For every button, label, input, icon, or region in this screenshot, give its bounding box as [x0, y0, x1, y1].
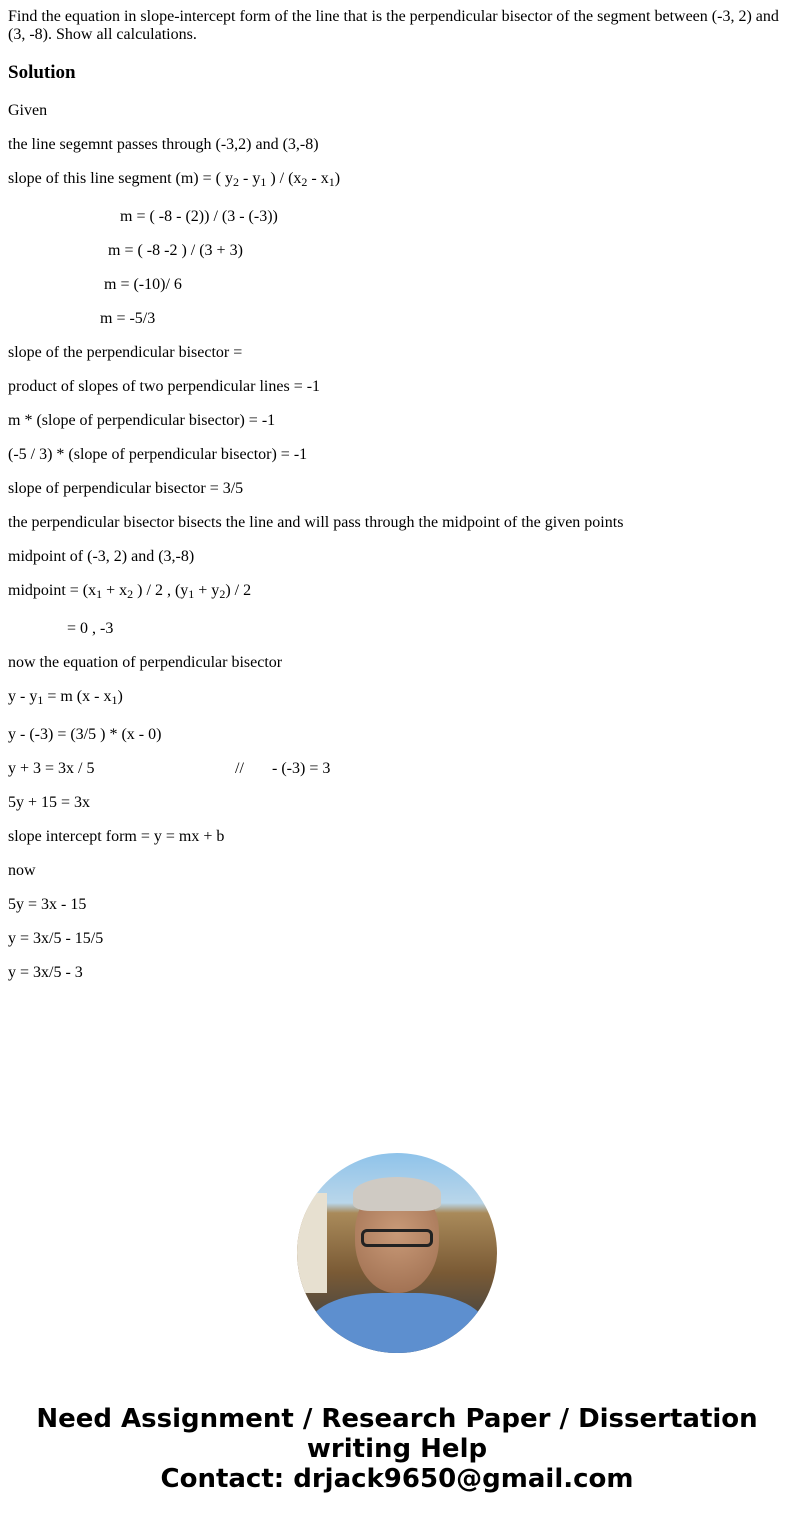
line: (-5 / 3) * (slope of perpendicular bisector) = -1 [8, 446, 308, 463]
line: midpoint of (-3, 2) and (3,-8) [8, 548, 195, 565]
point-slope-formula [8, 688, 786, 706]
footer-contact: Contact: drjack9650@gmail.com [160, 1464, 634, 1494]
text: ) [117, 688, 123, 705]
solution-heading: Solution [8, 62, 76, 83]
text: ) / 2 [225, 582, 252, 599]
line: m = (-10)/ 6 [104, 276, 182, 293]
glasses-icon [361, 1229, 433, 1247]
subscript: 1 [37, 693, 44, 707]
subscript: 1 [111, 693, 118, 707]
text: slope of this line segment (m) = ( y [8, 170, 233, 187]
line: m = -5/3 [100, 310, 156, 327]
final-answer: y = 3x/5 - 3 [8, 964, 83, 981]
footer-line: writing Help [306, 1434, 488, 1464]
subscript: 2 [301, 175, 308, 189]
text: - x [307, 170, 329, 187]
line: m = ( -8 -2 ) / (3 + 3) [108, 242, 243, 259]
text: + y [194, 582, 220, 599]
wall [297, 1193, 327, 1293]
line: now the equation of perpendicular bisector [8, 654, 283, 671]
text: ) [334, 170, 341, 187]
line: 5y = 3x - 15 [8, 896, 87, 913]
comment-mark: // [235, 760, 244, 777]
line-with-comment [8, 760, 786, 778]
line: the perpendicular bisector bisects the line and will pass through the midpoint of the given points [8, 514, 624, 531]
slope-formula [8, 170, 786, 188]
text: + x [102, 582, 128, 599]
line: m * (slope of perpendicular bisector) = -1 [8, 412, 276, 429]
subscript: 2 [219, 587, 226, 601]
line: now [8, 862, 36, 879]
shirt [307, 1293, 487, 1353]
footer-line: Need Assignment / Research Paper / Dissertation [36, 1404, 758, 1434]
text: - y [238, 170, 261, 187]
text: ) / 2 , (y [133, 582, 189, 599]
midpoint-formula [8, 582, 786, 600]
text: midpoint = (x [8, 582, 97, 599]
line: the line segemnt passes through (-3,2) and (3,-8) [8, 136, 319, 153]
line: slope intercept form = y = mx + b [8, 828, 225, 845]
text: y + 3 = 3x / 5 [8, 760, 95, 777]
subscript: 1 [328, 175, 335, 189]
line: = 0 , -3 [67, 620, 114, 637]
author-avatar [297, 1153, 497, 1353]
line: y - (-3) = (3/5 ) * (x - 0) [8, 726, 162, 743]
question-text: Find the equation in slope-intercept form of the line that is the perpendicular bisector of the segment between (-3, 2) and (3, -8). Show all calculations. [8, 8, 779, 43]
subscript: 1 [188, 587, 195, 601]
line: slope of the perpendicular bisector = [8, 344, 243, 361]
line: y = 3x/5 - 15/5 [8, 930, 104, 947]
text: y - y [8, 688, 38, 705]
text: = m (x - x [43, 688, 112, 705]
line: m = ( -8 - (2)) / (3 - (-3)) [120, 208, 278, 225]
subscript: 1 [96, 587, 103, 601]
line: product of slopes of two perpendicular lines = -1 [8, 378, 321, 395]
comment: - (-3) = 3 [272, 760, 331, 777]
footer-banner [0, 1404, 794, 1494]
subscript: 1 [260, 175, 267, 189]
line: slope of perpendicular bisector = 3/5 [8, 480, 244, 497]
subscript: 2 [232, 175, 239, 189]
line: Given [8, 102, 48, 119]
text: ) / (x [266, 170, 302, 187]
hair [353, 1177, 441, 1211]
line: 5y + 15 = 3x [8, 794, 91, 811]
subscript: 2 [127, 587, 134, 601]
